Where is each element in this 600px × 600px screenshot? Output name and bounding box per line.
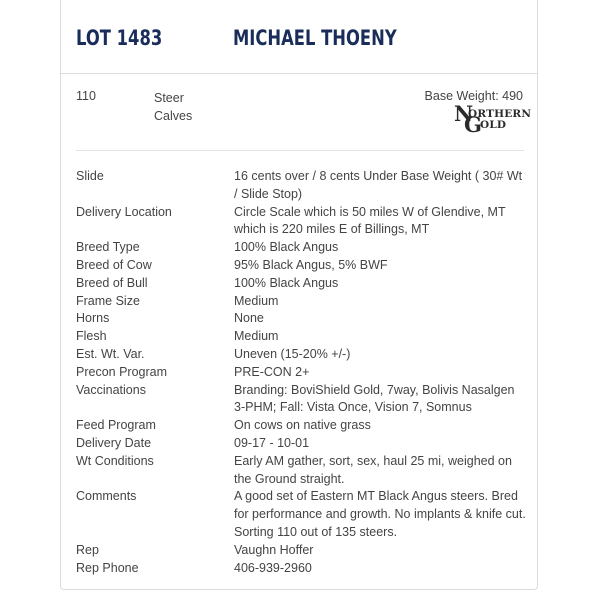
lot-number: LOT 1483 bbox=[76, 26, 163, 50]
detail-label: Feed Program bbox=[76, 418, 156, 433]
detail-value: Medium bbox=[234, 329, 279, 344]
detail-label: Frame Size bbox=[76, 293, 140, 308]
detail-label: Delivery Location bbox=[76, 204, 172, 219]
detail-label: Breed Type bbox=[76, 240, 140, 255]
section-divider bbox=[76, 150, 524, 151]
detail-row bbox=[61, 257, 537, 275]
detail-label: Slide bbox=[76, 169, 104, 183]
detail-label: Rep bbox=[76, 542, 99, 557]
detail-row bbox=[61, 488, 537, 541]
detail-label: Wt Conditions bbox=[76, 453, 154, 468]
detail-row bbox=[61, 453, 537, 489]
detail-value: On cows on native grass bbox=[234, 418, 371, 433]
detail-label: Precon Program bbox=[76, 364, 168, 379]
detail-value: Vaughn Hoffer bbox=[234, 542, 314, 557]
cattle-kind: Steer Calves bbox=[154, 91, 193, 123]
detail-row bbox=[61, 417, 537, 435]
detail-row bbox=[61, 435, 537, 453]
detail-label: Est. Wt. Var. bbox=[76, 346, 145, 361]
detail-label: Horns bbox=[76, 311, 110, 326]
detail-value: 16 cents over / 8 cents Under Base Weight ( 30# Wt / Slide Stop) bbox=[234, 169, 523, 201]
detail-label: Vaccinations bbox=[76, 382, 146, 397]
detail-row bbox=[61, 328, 537, 346]
detail-row bbox=[61, 310, 537, 328]
logo-bottom-word: OLD bbox=[480, 119, 507, 131]
detail-value: 95% Black Angus, 5% BWF bbox=[234, 257, 388, 272]
detail-row bbox=[61, 542, 537, 560]
detail-row bbox=[61, 293, 537, 311]
detail-label: Breed of Cow bbox=[76, 257, 152, 272]
detail-value: 100% Black Angus bbox=[234, 275, 339, 290]
detail-label: Breed of Bull bbox=[76, 275, 148, 290]
detail-value: 406-939-2960 bbox=[234, 560, 312, 575]
detail-value: 100% Black Angus bbox=[234, 240, 339, 255]
consignor-name: MICHAEL THOENY bbox=[233, 26, 397, 50]
detail-value: Early AM gather, sort, sex, haul 25 mi, weighed on the Ground straight. bbox=[234, 453, 512, 486]
northern-gold-logo bbox=[454, 101, 532, 137]
detail-value: Circle Scale which is 50 miles W of Glendive, MT which is 220 miles E of Billings, MT bbox=[234, 204, 506, 237]
logo-n-glyph: N bbox=[454, 101, 474, 126]
logo-top-word: ORTHERN bbox=[468, 108, 532, 120]
detail-row bbox=[61, 204, 537, 240]
detail-value: 09-17 - 10-01 bbox=[234, 435, 310, 450]
detail-row bbox=[61, 560, 537, 578]
logo-g-glyph: G bbox=[464, 112, 482, 137]
detail-label: Flesh bbox=[76, 329, 107, 344]
detail-value: PRE-CON 2+ bbox=[234, 364, 310, 379]
detail-row bbox=[61, 346, 537, 364]
detail-value: A good set of Eastern MT Black Angus steers. Bred for performance and growth. No implants & knife cut. Sorting 110 out of 135 steers. bbox=[234, 489, 526, 539]
detail-label: Rep Phone bbox=[76, 560, 139, 575]
detail-row bbox=[61, 382, 537, 418]
lot-card bbox=[60, 0, 538, 590]
detail-label: Delivery Date bbox=[76, 435, 152, 450]
detail-value: Uneven (15-20% +/-) bbox=[234, 346, 351, 361]
detail-value: Branding: BoviShield Gold, 7way, Bolivis Nasalgen 3-PHM; Fall: Vista Once, Vision 7, Somnus bbox=[234, 382, 515, 415]
detail-row bbox=[61, 239, 537, 257]
detail-row bbox=[61, 275, 537, 293]
base-weight: Base Weight: 490 bbox=[424, 89, 523, 103]
detail-row bbox=[61, 168, 537, 204]
detail-row bbox=[61, 364, 537, 382]
detail-value: None bbox=[234, 311, 264, 326]
detail-label: Comments bbox=[76, 489, 137, 504]
lot-header bbox=[61, 0, 537, 74]
lot-details bbox=[61, 168, 537, 577]
head-count: 110 bbox=[76, 89, 96, 103]
detail-value: Medium bbox=[234, 293, 279, 308]
